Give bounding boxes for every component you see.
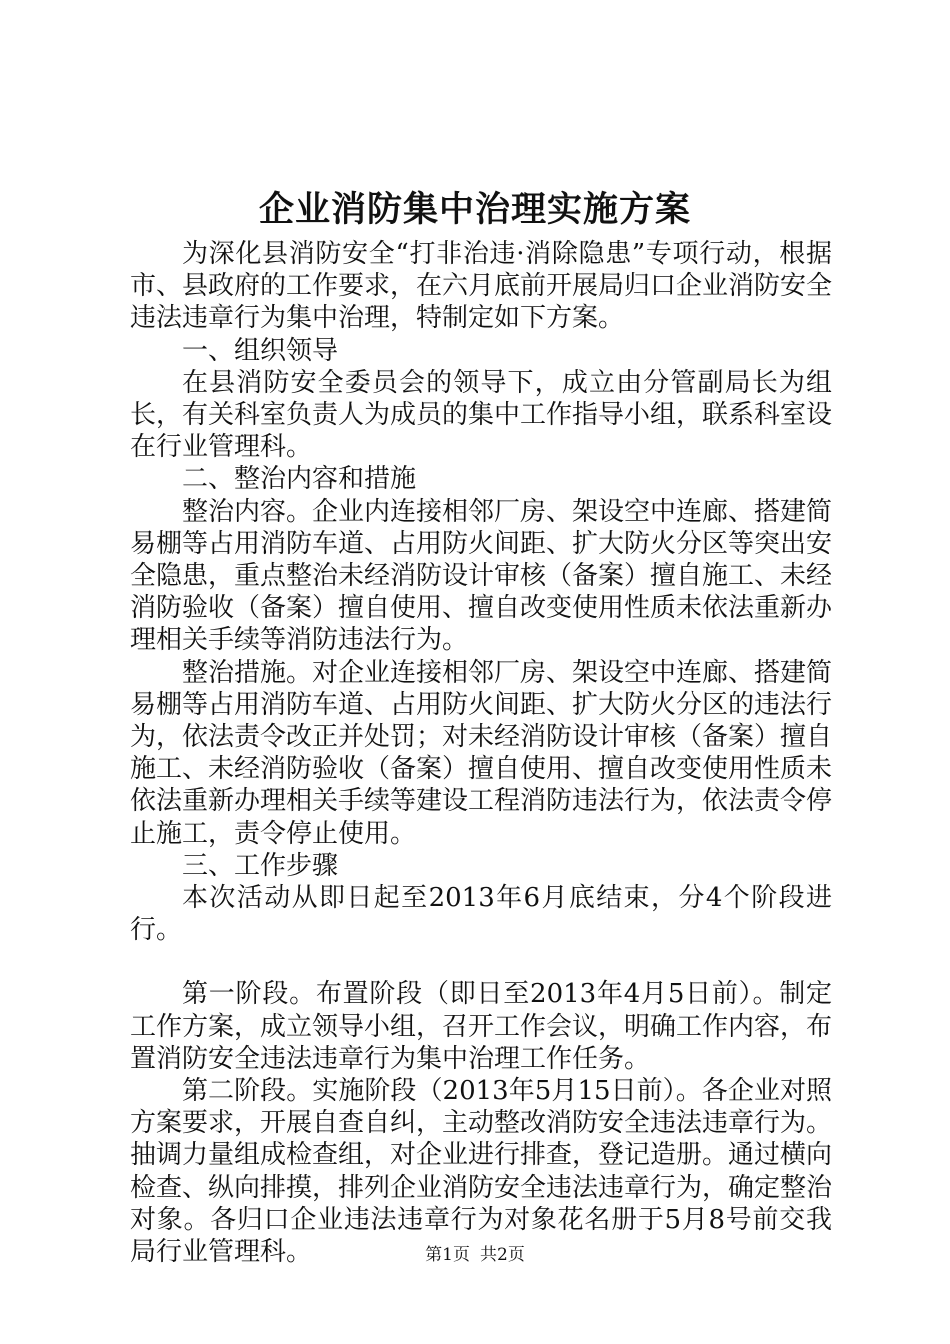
phase-one-paragraph: 第一阶段。布置阶段（即日至2013年4月5日前）。制定工作方案，成立领导小组，召开工作会议，明确工作内容，布置消防安全违法违章行为集中治理工作任务。 [130,979,833,1074]
section-heading-measures: 二、整治内容和措施 [182,464,417,495]
page-total: 共2页 [480,1245,525,1265]
section-heading-steps: 三、工作步骤 [182,850,339,881]
section-heading-organization: 一、组织领导 [182,335,339,366]
rectification-measures-paragraph: 整治措施。对企业连接相邻厂房、架设空中连廊、搭建简易棚等占用消防车道、占用防火间距、扩大防火分区的违法行为，依法责令改正并处罚；对未经消防设计审核（备案）擅自施工、未经消防验收（备案）擅自使用、擅自改变使用性质未依法重新办理相关手续等建设工程消防违法行为，依法责令停止施工，责令停止使用。 [130,657,833,849]
page-footer [0,1243,950,1267]
document-title: 企业消防集中治理实施方案 [258,189,691,230]
organization-paragraph: 在县消防安全委员会的领导下，成立由分管副局长为组长，有关科室负责人为成员的集中工作指导小组，联系科室设在行业管理科。 [130,367,833,463]
intro-paragraph: 为深化县消防安全“打非治违·消除隐患”专项行动，根据市、县政府的工作要求，在六月底前开展局归口企业消防安全违法违章行为集中治理，特制定如下方案。 [130,239,833,334]
document-body [130,238,832,1268]
steps-overview-paragraph: 本次活动从即日起至2013年6月底结束，分4个阶段进行。 [130,883,832,946]
phase-two-paragraph: 第二阶段。实施阶段（2013年5月15日前）。各企业对照方案要求，开展自查自纠，主动整改消防安全违法违章行为。抽调力量组成检查组，对企业进行排查，登记造册。通过横向检查、纵向排摸，排列企业消防安全违法违章行为，确定整治对象。各归口企业违法违章行为对象花名册于5月8号前交我局行业管理科。 [130,1076,833,1268]
page-number: 第1页 [425,1245,470,1265]
rectification-content-paragraph: 整治内容。企业内连接相邻厂房、架设空中连廊、搭建简易棚等占用消防车道、占用防火间距、扩大防火分区等突出安全隐患，重点整治未经消防设计审核（备案）擅自施工、未经消防验收（备案）擅自使用、擅自改变使用性质未依法重新办理相关手续等消防违法行为。 [130,496,833,656]
